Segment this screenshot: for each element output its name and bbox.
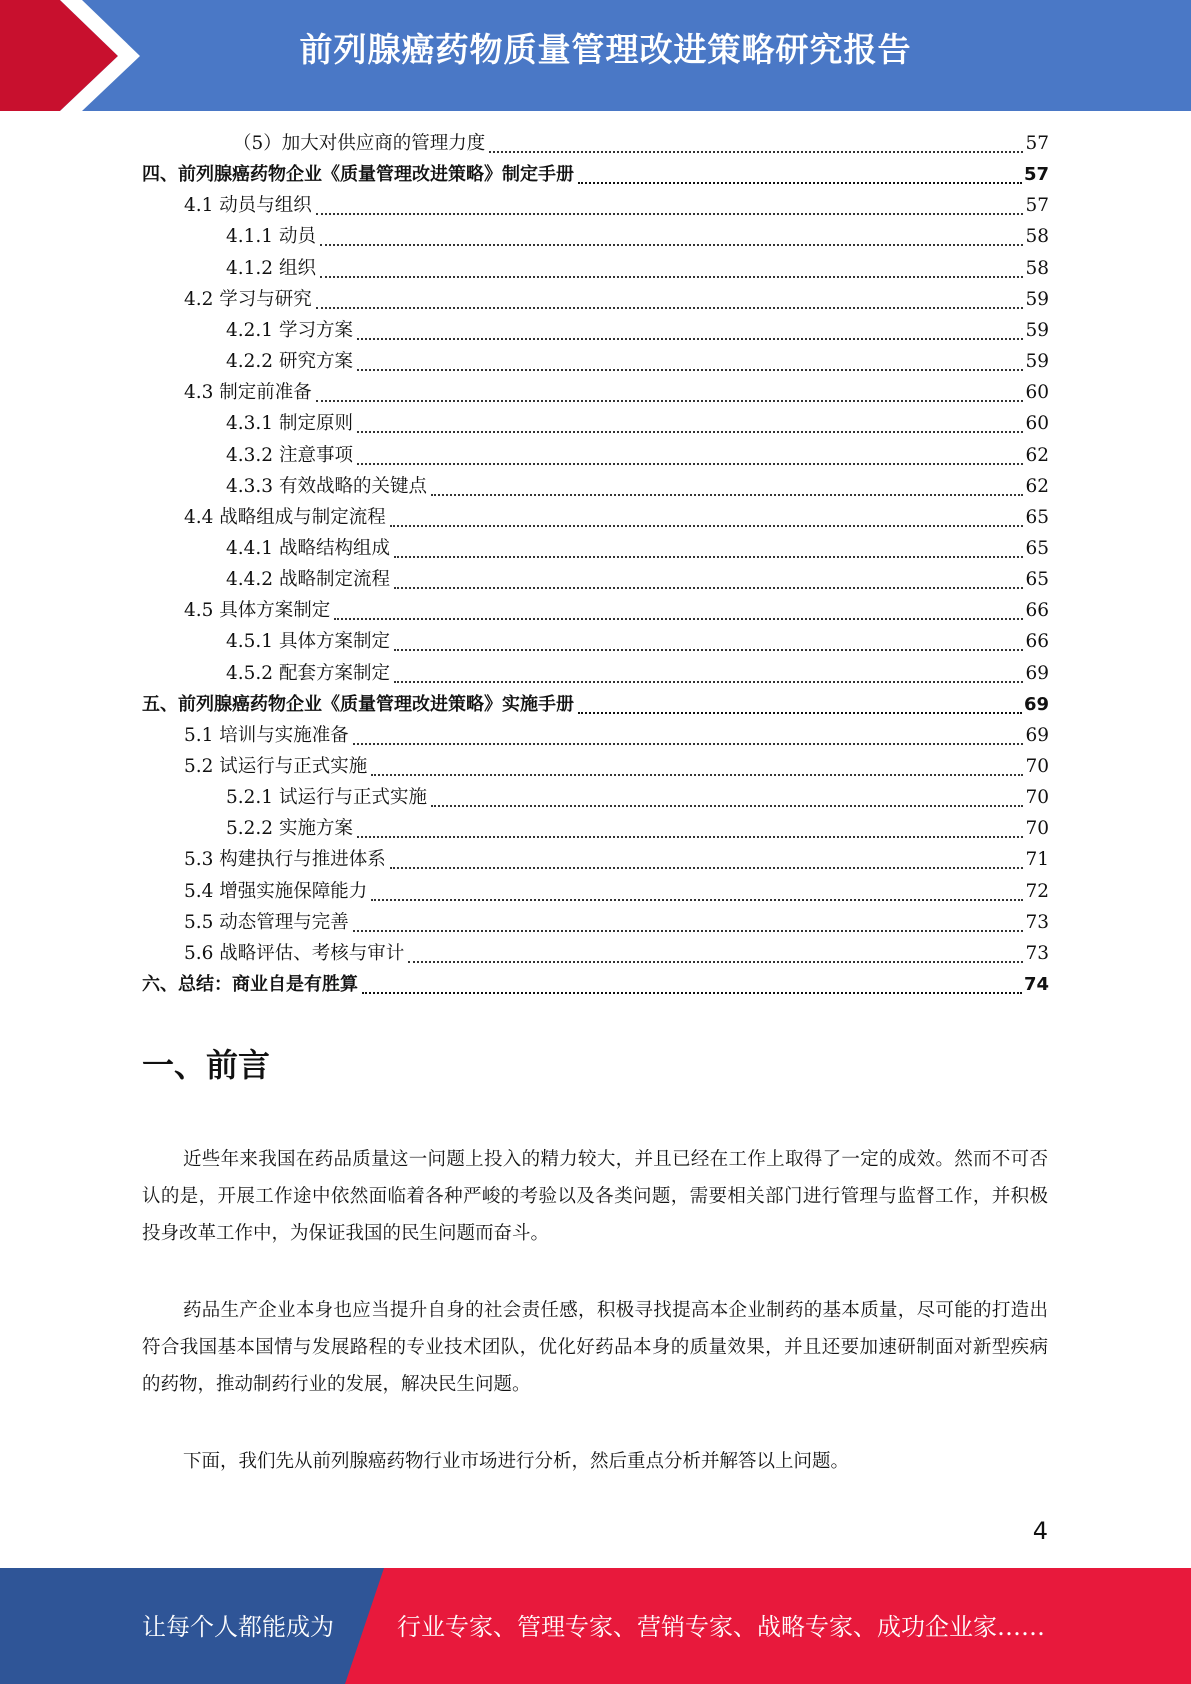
toc-entry-page: 65 xyxy=(1025,569,1049,591)
toc-entry[interactable] xyxy=(226,534,1049,564)
section-heading: 一、前言 xyxy=(142,1046,271,1084)
toc-entry-page: 73 xyxy=(1025,942,1049,964)
toc-entry[interactable] xyxy=(184,939,1049,969)
paragraph-1: 近些年来我国在药品质量这一问题上投入的精力较大，并且已经在工作上取得了一定的成效。然而不可否认的是，开展工作途中依然面临着各种严峻的考验以及各类问题，需要相关部门进行管理与监督工作，并积极投身改革工作中，为保证我国的民生问题而奋斗。 xyxy=(142,1149,1048,1244)
toc-leader-dots xyxy=(353,930,1024,932)
toc-leader-dots xyxy=(316,307,1024,309)
toc-leader-dots xyxy=(394,649,1023,651)
toc-entry-page: 69 xyxy=(1023,693,1049,715)
toc-entry[interactable] xyxy=(184,596,1049,626)
toc-entry-label: 5.3 构建执行与推进体系 xyxy=(184,849,386,871)
paragraph-2: 药品生产企业本身也应当提升自身的社会责任感，积极寻找提高本企业制药的基本质量，尽可能的打造出符合我国基本国情与发展路程的专业技术团队，优化好药品本身的质量效果，并且还要加速研制面对新型疾病的药物，推动制药行业的发展，解决民生问题。 xyxy=(142,1300,1048,1395)
footer-slogan-right: 行业专家、管理专家、营销专家、战略专家、成功企业家…… xyxy=(397,1613,1045,1641)
toc-leader-dots xyxy=(394,587,1023,589)
toc-entry[interactable] xyxy=(226,316,1049,346)
toc-entry[interactable] xyxy=(226,814,1049,844)
toc-entry-page: 57 xyxy=(1023,164,1049,186)
toc-entry[interactable] xyxy=(142,160,1049,190)
toc-entry-label: 4.4 战略组成与制定流程 xyxy=(184,506,386,528)
toc-entry-label: 六、总结：商业自是有胜算 xyxy=(142,974,358,996)
toc-entry-page: 62 xyxy=(1025,444,1049,466)
toc-entry-page: 70 xyxy=(1025,787,1049,809)
toc-leader-dots xyxy=(357,338,1024,340)
toc-entry[interactable] xyxy=(226,222,1049,252)
toc-entry-label: 四、前列腺癌药物企业《质量管理改进策略》制定手册 xyxy=(142,164,574,186)
toc-entry-label: 4.1.1 动员 xyxy=(226,226,316,248)
toc-entry-label: 5.6 战略评估、考核与审计 xyxy=(184,942,405,964)
toc-entry-page: 62 xyxy=(1025,475,1049,497)
toc-entry-page: 58 xyxy=(1025,257,1049,279)
toc-entry[interactable] xyxy=(142,970,1049,1000)
toc-entry-page: 57 xyxy=(1025,195,1049,217)
toc-entry[interactable] xyxy=(226,472,1049,502)
toc-leader-dots xyxy=(320,276,1024,278)
toc-entry-page: 57 xyxy=(1025,133,1049,154)
toc-leader-dots xyxy=(316,400,1024,402)
toc-entry[interactable] xyxy=(184,191,1049,221)
toc-entry-label: 4.5.2 配套方案制定 xyxy=(226,662,390,684)
toc-entry-label: 4.2.2 研究方案 xyxy=(226,351,353,373)
toc-leader-dots xyxy=(320,244,1024,246)
toc-entry[interactable] xyxy=(226,347,1049,377)
page-footer xyxy=(0,1568,1191,1684)
toc-entry-page: 59 xyxy=(1025,288,1049,310)
toc-entry[interactable] xyxy=(226,659,1049,689)
toc-entry-label: 5.4 增强实施保障能力 xyxy=(184,880,368,902)
toc-entry[interactable] xyxy=(226,254,1049,284)
toc-leader-dots xyxy=(316,213,1024,215)
toc-entry-page: 69 xyxy=(1025,724,1049,746)
toc-leader-dots xyxy=(371,774,1023,776)
toc-entry[interactable] xyxy=(142,690,1049,720)
toc-entry-label: 4.3 制定前准备 xyxy=(184,382,312,404)
toc-leader-dots xyxy=(431,805,1023,807)
toc-entry[interactable] xyxy=(184,378,1049,408)
toc-entry-page: 66 xyxy=(1025,600,1049,622)
toc-entry[interactable] xyxy=(226,441,1049,471)
toc-entry-page: 72 xyxy=(1025,880,1049,902)
toc-leader-dots xyxy=(334,618,1023,620)
toc-entry[interactable] xyxy=(226,783,1049,813)
toc-entry[interactable] xyxy=(184,503,1049,533)
toc-entry-page: 59 xyxy=(1025,319,1049,341)
toc-entry-page: 60 xyxy=(1025,413,1049,435)
toc-entry[interactable] xyxy=(233,129,1049,159)
page-header xyxy=(0,0,1191,111)
toc-leader-dots xyxy=(578,182,1022,184)
toc-entry-label: 4.3.3 有效战略的关键点 xyxy=(226,475,427,497)
toc-leader-dots xyxy=(357,836,1024,838)
toc-leader-dots xyxy=(489,151,1023,153)
toc-leader-dots xyxy=(362,992,1022,994)
toc-entry-page: 70 xyxy=(1025,818,1049,840)
toc-leader-dots xyxy=(357,431,1024,433)
toc-entry-page: 60 xyxy=(1025,382,1049,404)
toc-entry-label: 4.2 学习与研究 xyxy=(184,288,312,310)
toc-leader-dots xyxy=(408,961,1023,963)
toc-entry-label: 4.5 具体方案制定 xyxy=(184,600,331,622)
toc-entry-page: 73 xyxy=(1025,911,1049,933)
toc-leader-dots xyxy=(390,525,1024,527)
toc-entry-label: 4.4.2 战略制定流程 xyxy=(226,569,390,591)
toc-entry-page: 58 xyxy=(1025,226,1049,248)
toc-entry-label: 5.2.1 试运行与正式实施 xyxy=(226,787,427,809)
toc-entry[interactable] xyxy=(184,721,1049,751)
toc-entry-page: 74 xyxy=(1023,974,1049,996)
toc-entry[interactable] xyxy=(184,877,1049,907)
toc-leader-dots xyxy=(357,369,1024,371)
toc-entry[interactable] xyxy=(184,845,1049,875)
toc-leader-dots xyxy=(357,463,1024,465)
toc-entry-label: 五、前列腺癌药物企业《质量管理改进策略》实施手册 xyxy=(142,693,574,715)
toc-entry[interactable] xyxy=(226,565,1049,595)
toc-entry-label: 4.4.1 战略结构组成 xyxy=(226,537,390,559)
toc-leader-dots xyxy=(431,494,1023,496)
paragraph-3: 下面，我们先从前列腺癌药物行业市场进行分析，然后重点分析并解答以上问题。 xyxy=(183,1451,850,1472)
toc-entry-label: 4.3.1 制定原则 xyxy=(226,413,353,435)
toc-leader-dots xyxy=(394,556,1023,558)
toc-entry-label: 5.1 培训与实施准备 xyxy=(184,724,349,746)
footer-slogan-left: 让每个人都能成为 xyxy=(142,1613,334,1641)
toc-entry[interactable] xyxy=(226,627,1049,657)
toc-leader-dots xyxy=(394,681,1023,683)
report-title: 前列腺癌药物质量管理改进策略研究报告 xyxy=(299,30,912,69)
toc-entry-page: 65 xyxy=(1025,537,1049,559)
toc-leader-dots xyxy=(578,712,1022,714)
toc-entry-page: 71 xyxy=(1025,849,1049,871)
toc-entry-label: 4.1.2 组织 xyxy=(226,257,316,279)
toc-entry-label: 4.5.1 具体方案制定 xyxy=(226,631,390,653)
toc-entry-label: 5.2.2 实施方案 xyxy=(226,818,353,840)
toc-entry-label: 4.1 动员与组织 xyxy=(184,195,312,217)
toc-entry-page: 65 xyxy=(1025,506,1049,528)
toc-entry-page: 70 xyxy=(1025,756,1049,777)
toc-entry-label: （5）加大对供应商的管理力度 xyxy=(233,133,486,154)
page-number: 4 xyxy=(1032,1517,1048,1545)
toc-entry-label: 4.3.2 注意事项 xyxy=(226,444,353,466)
toc-entry-label: 5.2 试运行与正式实施 xyxy=(184,756,368,777)
toc-entry[interactable] xyxy=(226,409,1049,439)
toc-leader-dots xyxy=(371,899,1023,901)
toc-entry[interactable] xyxy=(184,285,1049,315)
toc-entry[interactable] xyxy=(184,752,1049,782)
toc-entry-label: 4.2.1 学习方案 xyxy=(226,319,353,341)
toc-entry-page: 69 xyxy=(1025,662,1049,684)
toc-entry-label: 5.5 动态管理与完善 xyxy=(184,911,349,933)
toc-leader-dots xyxy=(353,743,1024,745)
toc-leader-dots xyxy=(390,867,1024,869)
toc-entry-page: 59 xyxy=(1025,351,1049,373)
toc-entry-page: 66 xyxy=(1025,631,1049,653)
toc-entry[interactable] xyxy=(184,908,1049,938)
